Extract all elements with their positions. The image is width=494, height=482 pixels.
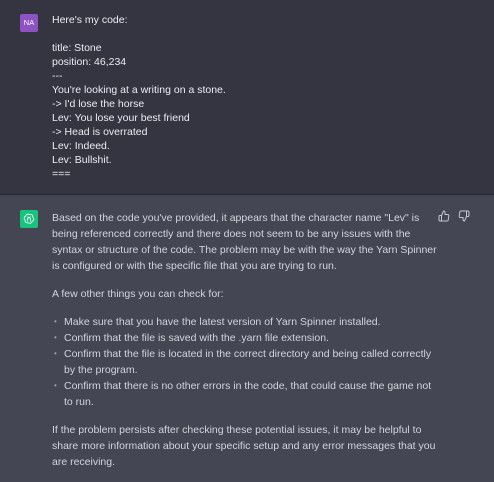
assistant-message — [0, 196, 494, 467]
list-item: • Confirm that the file is saved with the .yarn file extension. — [52, 330, 440, 346]
assistant-avatar — [20, 210, 38, 228]
checklist — [52, 314, 440, 410]
feedback-buttons — [438, 210, 470, 222]
list-item: • Confirm that there is no other errors in the code, that could cause the game not to run. — [52, 378, 440, 410]
assistant-paragraph: If the problem persists after checking these potential issues, it may be helpful to share more information about your specific setup and any error messages that you are receiving. — [52, 424, 436, 468]
user-message-text: Here's my code: title: Stone position: 46,234 --- You're looking at a writing on a stone. -> I'd lose the horse Lev: You lose your best friend -> Head is overrated Lev: Indeed. Lev: Bullshit. === — [52, 14, 226, 180]
user-avatar: NA — [20, 14, 38, 32]
assistant-paragraph: Based on the code you've provided, it appears that the character name "Lev" is being referenced correctly and there does not seem to be any issues with the syntax or structure of the code. The problem may be with the way the Yarn Spinner is configured or with the specific file that you are trying to run. — [52, 212, 437, 272]
assistant-paragraph: A few other things you can check for: — [52, 288, 224, 300]
list-item: • Confirm that the file is located in the correct directory and being called correctly by the program. — [52, 346, 440, 378]
user-message — [0, 0, 494, 195]
assistant-message-text — [52, 210, 440, 482]
openai-logo-icon — [23, 213, 35, 225]
thumbs-up-icon[interactable] — [438, 210, 450, 222]
thumbs-down-icon[interactable] — [458, 210, 470, 222]
list-item: • Make sure that you have the latest version of Yarn Spinner installed. — [52, 314, 440, 330]
